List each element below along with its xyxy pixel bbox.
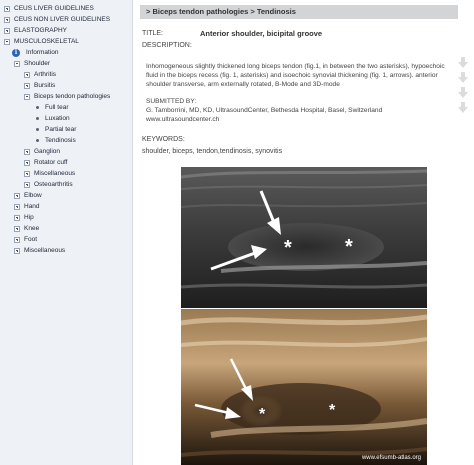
- bullet-icon: [36, 106, 39, 109]
- tree-item-label: Full tear: [45, 104, 69, 111]
- tree-item-rotator-cuff[interactable]: [24, 157, 67, 168]
- down-arrow-icon[interactable]: [458, 72, 468, 83]
- tree-item-ceus-liver[interactable]: [4, 3, 94, 14]
- tree-item-knee[interactable]: [14, 223, 39, 234]
- bullet-icon: [36, 139, 39, 142]
- page-title: Anterior shoulder, bicipital groove: [200, 29, 323, 38]
- tree-item-tendinosis[interactable]: [36, 135, 76, 146]
- collapse-icon[interactable]: [4, 39, 10, 45]
- tree-item-osteoarthritis[interactable]: [24, 179, 73, 190]
- tree-item-label: CEUS LIVER GUIDELINES: [14, 5, 94, 12]
- tree-item-label: MUSCULOSKELETAL: [14, 38, 79, 45]
- down-arrow-icon[interactable]: [458, 57, 468, 68]
- tree-item-label: Bursitis: [34, 82, 56, 89]
- tree-item-label: Elbow: [24, 192, 42, 199]
- description-text: Inhomogeneous slightly thickened long biceps tendon (fig.1, in between the two asterisks), hypoechoic fluid in the biceps recess (fig. 1, asterisks) and isoechoic synovial thickening (fig. 1, arrows). anterior shoulder transverse, arm externally rotated, B-Mode and 3D-mode: [146, 63, 445, 88]
- expand-icon[interactable]: [24, 160, 30, 166]
- expand-icon[interactable]: [14, 248, 20, 254]
- asterisk-marker: *: [284, 237, 292, 259]
- tree-item-miscellaneous-shoulder[interactable]: [24, 168, 75, 179]
- tree-item-label: Arthritis: [34, 71, 57, 78]
- tree-item-label: Partial tear: [45, 126, 77, 133]
- tree-item-label: Miscellaneous: [24, 247, 66, 254]
- expand-icon[interactable]: [24, 72, 30, 78]
- tree-item-biceps-tendon[interactable]: [24, 91, 110, 102]
- tree-item-ceus-non-liver[interactable]: [4, 14, 110, 25]
- expand-icon[interactable]: [24, 171, 30, 177]
- asterisk-marker: *: [345, 236, 353, 258]
- tree-item-hip[interactable]: [14, 212, 34, 223]
- bmode-graphic: [181, 167, 427, 308]
- ultrasound-bmode-image: [181, 167, 427, 308]
- tree-item-label: Rotator cuff: [34, 159, 68, 166]
- info-icon: i: [12, 49, 20, 57]
- bullet-icon: [36, 128, 39, 131]
- breadcrumb: > Biceps tendon pathologies > Tendinosis: [140, 5, 458, 19]
- expand-icon[interactable]: [14, 193, 20, 199]
- ultrasound-3d-image: [181, 309, 427, 465]
- tree-item-label: Biceps tendon pathologies: [34, 93, 111, 100]
- tree-item-elastography[interactable]: [4, 25, 67, 36]
- down-arrow-icon[interactable]: [458, 87, 468, 98]
- tree-item-foot[interactable]: [14, 234, 37, 245]
- tree-item-ganglion[interactable]: [24, 146, 60, 157]
- sidebar-tree: [0, 0, 133, 465]
- collapse-icon[interactable]: [14, 61, 20, 67]
- tree-item-label: Shoulder: [24, 60, 51, 67]
- tree-item-label: Miscellaneous: [34, 170, 76, 177]
- keywords-text: shoulder, biceps, tendon,tendinosis, synovitis: [142, 148, 283, 155]
- tree-item-label: Hand: [24, 203, 40, 210]
- expand-icon[interactable]: [4, 17, 10, 23]
- tree-item-bursitis[interactable]: [24, 80, 55, 91]
- tree-item-label: Osteoarthritis: [34, 181, 73, 188]
- tree-item-label: Hip: [24, 214, 34, 221]
- tree-item-label: ELASTOGRAPHY: [14, 27, 67, 34]
- tree-item-full-tear[interactable]: [36, 102, 68, 113]
- asterisk-marker: *: [329, 402, 336, 419]
- tree-item-label: Knee: [24, 225, 40, 232]
- tree-item-label: CEUS NON LIVER GUIDELINES: [14, 16, 111, 23]
- expand-icon[interactable]: [4, 6, 10, 12]
- description-label: DESCRIPTION:: [142, 42, 192, 49]
- watermark: www.efsumb-atlas.org: [361, 455, 421, 461]
- keywords-label: KEYWORDS:: [142, 136, 185, 143]
- tree-item-label: Ganglion: [34, 148, 61, 155]
- bullet-icon: [36, 117, 39, 120]
- tree-item-information[interactable]: [12, 47, 59, 58]
- tree-item-miscellaneous[interactable]: [14, 245, 65, 256]
- expand-icon[interactable]: [24, 149, 30, 155]
- expand-icon[interactable]: [4, 28, 10, 34]
- expand-icon[interactable]: [14, 226, 20, 232]
- tree-item-luxation[interactable]: [36, 113, 70, 124]
- expand-icon[interactable]: [24, 182, 30, 188]
- expand-icon[interactable]: [14, 204, 20, 210]
- tree-item-label: Tendinosis: [45, 137, 76, 144]
- submitted-url: www.ultrasoundcenter.ch: [146, 116, 220, 123]
- asterisk-marker: *: [259, 406, 266, 423]
- expand-icon[interactable]: [14, 215, 20, 221]
- tree-item-shoulder[interactable]: [14, 58, 50, 69]
- expand-icon[interactable]: [24, 83, 30, 89]
- title-label: TITLE:: [142, 30, 164, 37]
- 3d-graphic: [181, 309, 427, 465]
- tree-item-label: Information: [26, 49, 59, 56]
- tree-item-partial-tear[interactable]: [36, 124, 76, 135]
- tree-item-hand[interactable]: [14, 201, 40, 212]
- tree-item-label: Foot: [24, 236, 38, 243]
- tree-item-arthritis[interactable]: [24, 69, 56, 80]
- collapse-icon[interactable]: [24, 94, 30, 100]
- tree-item-elbow[interactable]: [14, 190, 42, 201]
- tree-item-label: Luxation: [45, 115, 70, 122]
- submitted-label: SUBMITTED BY:: [146, 98, 197, 105]
- down-arrow-icon[interactable]: [458, 102, 468, 113]
- tree-item-musculoskeletal[interactable]: [4, 36, 79, 47]
- expand-icon[interactable]: [14, 237, 20, 243]
- submitted-by: G. Tamborrini, MD, KD, UltrasoundCenter, Bethesda Hospital, Basel, Switzerland: [146, 107, 383, 114]
